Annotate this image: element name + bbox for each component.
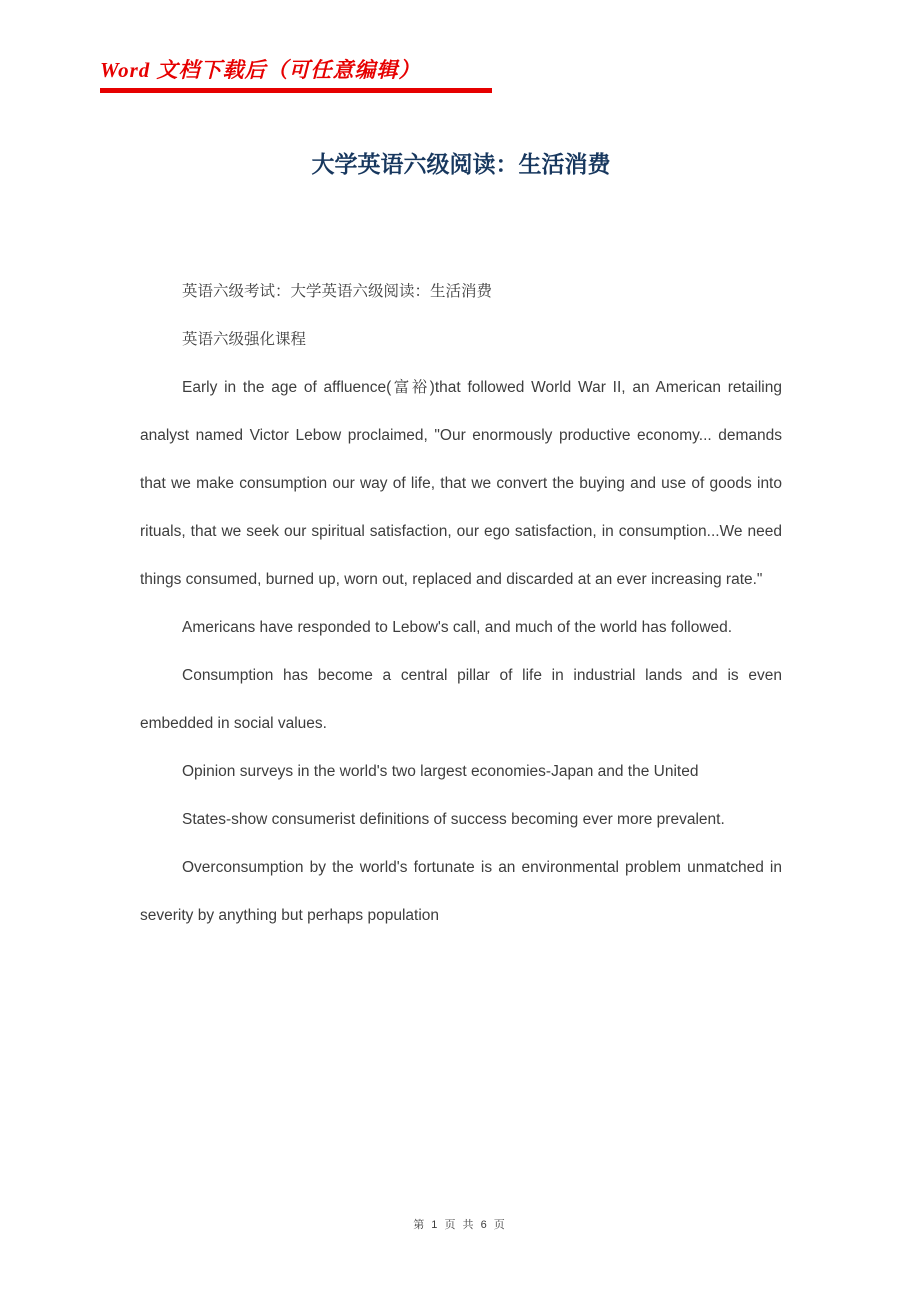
page-footer — [0, 1216, 920, 1232]
paragraph-states-show: States-show consumerist definitions of success becoming ever more prevalent. — [182, 811, 725, 828]
paragraph-opinion-surveys: Opinion surveys in the world's two largest economies-Japan and the United — [182, 763, 699, 780]
paragraph-overconsumption: Overconsumption by the world's fortunate is an environmental problem unmatched in severity by anything but perhaps population — [140, 859, 782, 924]
watermark-text: Word 文档下载后（可任意编辑） — [100, 58, 421, 82]
page-number: 第 1 页 共 6 页 — [413, 1219, 507, 1231]
document-title: 大学英语六级阅读：生活消费 — [311, 152, 611, 177]
paragraph-americans-responded: Americans have responded to Lebow's call, and much of the world has followed. — [182, 619, 733, 636]
paragraph-course-heading: 英语六级强化课程 — [182, 331, 307, 348]
paragraph-consumption-pillar: Consumption has become a central pillar of life in industrial lands and is even embedded in social values. — [140, 667, 782, 732]
paragraph-lebow-quote: Early in the age of affluence(富裕)that followed World War II, an American retailing analyst named Victor Lebow proclaimed, "Our enormously productive economy... demands that we make consumption our way of life, that we convert the buying and use of goods into rituals, that we seek our spiritual satisfaction, our ego satisfaction, in consumption...We need things consumed, burned up, worn out, replaced and discarded at an ever increasing rate." — [140, 379, 782, 588]
document-content — [140, 0, 782, 940]
document-body — [140, 268, 782, 940]
paragraph-exam-heading: 英语六级考试：大学英语六级阅读：生活消费 — [182, 283, 493, 300]
